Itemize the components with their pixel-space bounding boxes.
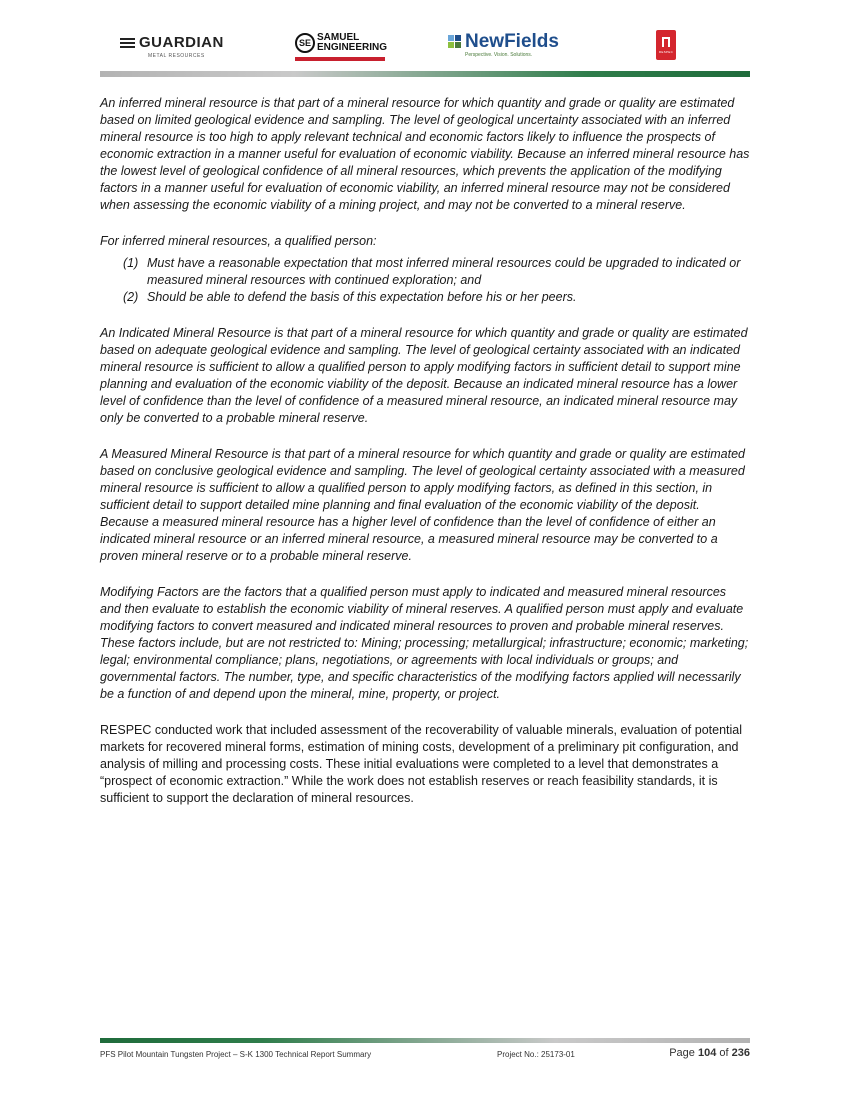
respec-logo [656, 30, 676, 60]
list-item [100, 289, 750, 306]
newfields-logo [448, 31, 559, 58]
paragraph-inferred-resource: An inferred mineral resource is that part of a mineral resource for which quantity and grade or quality are estimated based on limited geological evidence and sampling. The level of geological uncertainty associated with an inferred mineral resource is too high to apply relevant technical and economic factors likely to influence the prospects of economic extraction in a manner useful for evaluation of economic viability. Because an inferred mineral resource has the lowest level of geological confidence of all mineral resources, which prevents the application of the modifying factors in a manner useful for evaluation of economic viability, an inferred mineral resource may not be considered when assessing the economic viability of a mining project, and may not be converted to a mineral reserve. [100, 96, 750, 212]
page-footer [100, 1047, 750, 1063]
respec-mark-icon [662, 37, 670, 47]
samuel-logo-line1: SAMUEL [317, 32, 360, 43]
newfields-tagline: Perspective. Vision. Solutions. [465, 52, 533, 58]
samuel-logo-text [317, 33, 387, 53]
list-item [100, 255, 750, 289]
guardian-logo-text: GUARDIAN [139, 34, 224, 51]
guardian-logo [120, 34, 224, 59]
page-header [100, 26, 750, 72]
footer-project-number: Project No.: 25173-01 [497, 1050, 575, 1059]
footer-divider [100, 1038, 750, 1043]
current-page: 104 [697, 1047, 717, 1059]
samuel-logo-line2: ENGINEERING [317, 42, 388, 53]
guardian-bars-icon [120, 36, 135, 50]
paragraph-qualified-person-lead: For inferred mineral resources, a qualified person: [100, 234, 377, 248]
paragraph-measured-resource: A Measured Mineral Resource is that part of a mineral resource for which quantity and grade or quality are estimated based on conclusive geological evidence and sampling. The level of geological certainty associated with a measured mineral resource is sufficient to allow a qualified person to apply modifying factors, as defined in this section, in sufficient detail to support detailed mine planning and final evaluation of the economic viability of the deposit. Because a measured mineral resource has a higher level of confidence than the level of confidence of either an indicated mineral resource or an inferred mineral resource, a measured mineral resource may be converted to a proven mineral reserve or to a probable mineral reserve. [100, 447, 745, 563]
paragraph-respec-work: RESPEC conducted work that included assessment of the recoverability of valuable minerals, evaluation of potential markets for recovered mineral forms, estimation of mining costs, development of a preliminary pit configuration, and analysis of milling and processing costs. These initial evaluations were completed to a level that demonstrates a “prospect of economic extraction.” While the work does not establish reserves or reach feasibility standards, it is sufficient to support the declaration of mineral resources. [100, 723, 743, 805]
list-item-text: Must have a reasonable expectation that most inferred mineral resources could be upgraded to indicated or measured mineral resources with continued exploration; and [147, 256, 741, 287]
guardian-logo-subtext: METAL RESOURCES [148, 53, 205, 59]
total-pages: 236 [731, 1047, 750, 1059]
samuel-engineering-logo [295, 33, 387, 53]
list-item-number: (2) [123, 290, 139, 304]
of-word: of [719, 1047, 729, 1059]
footer-page-number [669, 1047, 750, 1059]
samuel-red-bar [295, 57, 385, 61]
paragraph-indicated-resource: An Indicated Mineral Resource is that part of a mineral resource for which quantity and grade or quality are estimated based on adequate geological evidence and sampling. The level of geological certainty associated with an indicated mineral resource is sufficient to allow a qualified person to apply modifying factors in sufficient detail to support mine planning and evaluation of the economic viability of the deposit. Because an indicated mineral resource has a lower level of confidence than the level of confidence of a measured mineral resource, an indicated mineral resource may only be converted to a probable mineral reserve. [100, 326, 748, 425]
page-word: Page [669, 1047, 695, 1059]
respec-logo-text: RESPEC [658, 49, 674, 54]
paragraph-modifying-factors: Modifying Factors are the factors that a qualified person must apply to indicated and measured mineral resources and then evaluate to establish the economic viability of mineral reserves. A qualified person must apply and evaluate modifying factors to convert measured and indicated mineral resources to proven and probable mineral reserves. These factors include, but are not restricted to: Mining; processing; metallurgical; infrastructure; economic; marketing; legal; environmental compliance; plans, negotiations, or agreements with local individuals or groups; and governmental factors. The number, type, and specific characteristics of the modifying factors applied will necessarily be a function of and depend upon the mineral, mine, property, or project. [100, 585, 749, 701]
list-item-text: Should be able to defend the basis of this expectation before his or her peers. [147, 290, 577, 304]
document-body [100, 95, 750, 826]
footer-report-title: PFS Pilot Mountain Tungsten Project – S-K 1300 Technical Report Summary [100, 1050, 372, 1059]
list-item-number: (1) [123, 256, 139, 270]
se-mark-icon: SE [295, 33, 315, 53]
header-divider [100, 71, 750, 77]
newfields-logo-text: NewFields [465, 31, 559, 52]
newfields-squares-icon [448, 35, 462, 49]
qualified-person-list [100, 255, 750, 306]
